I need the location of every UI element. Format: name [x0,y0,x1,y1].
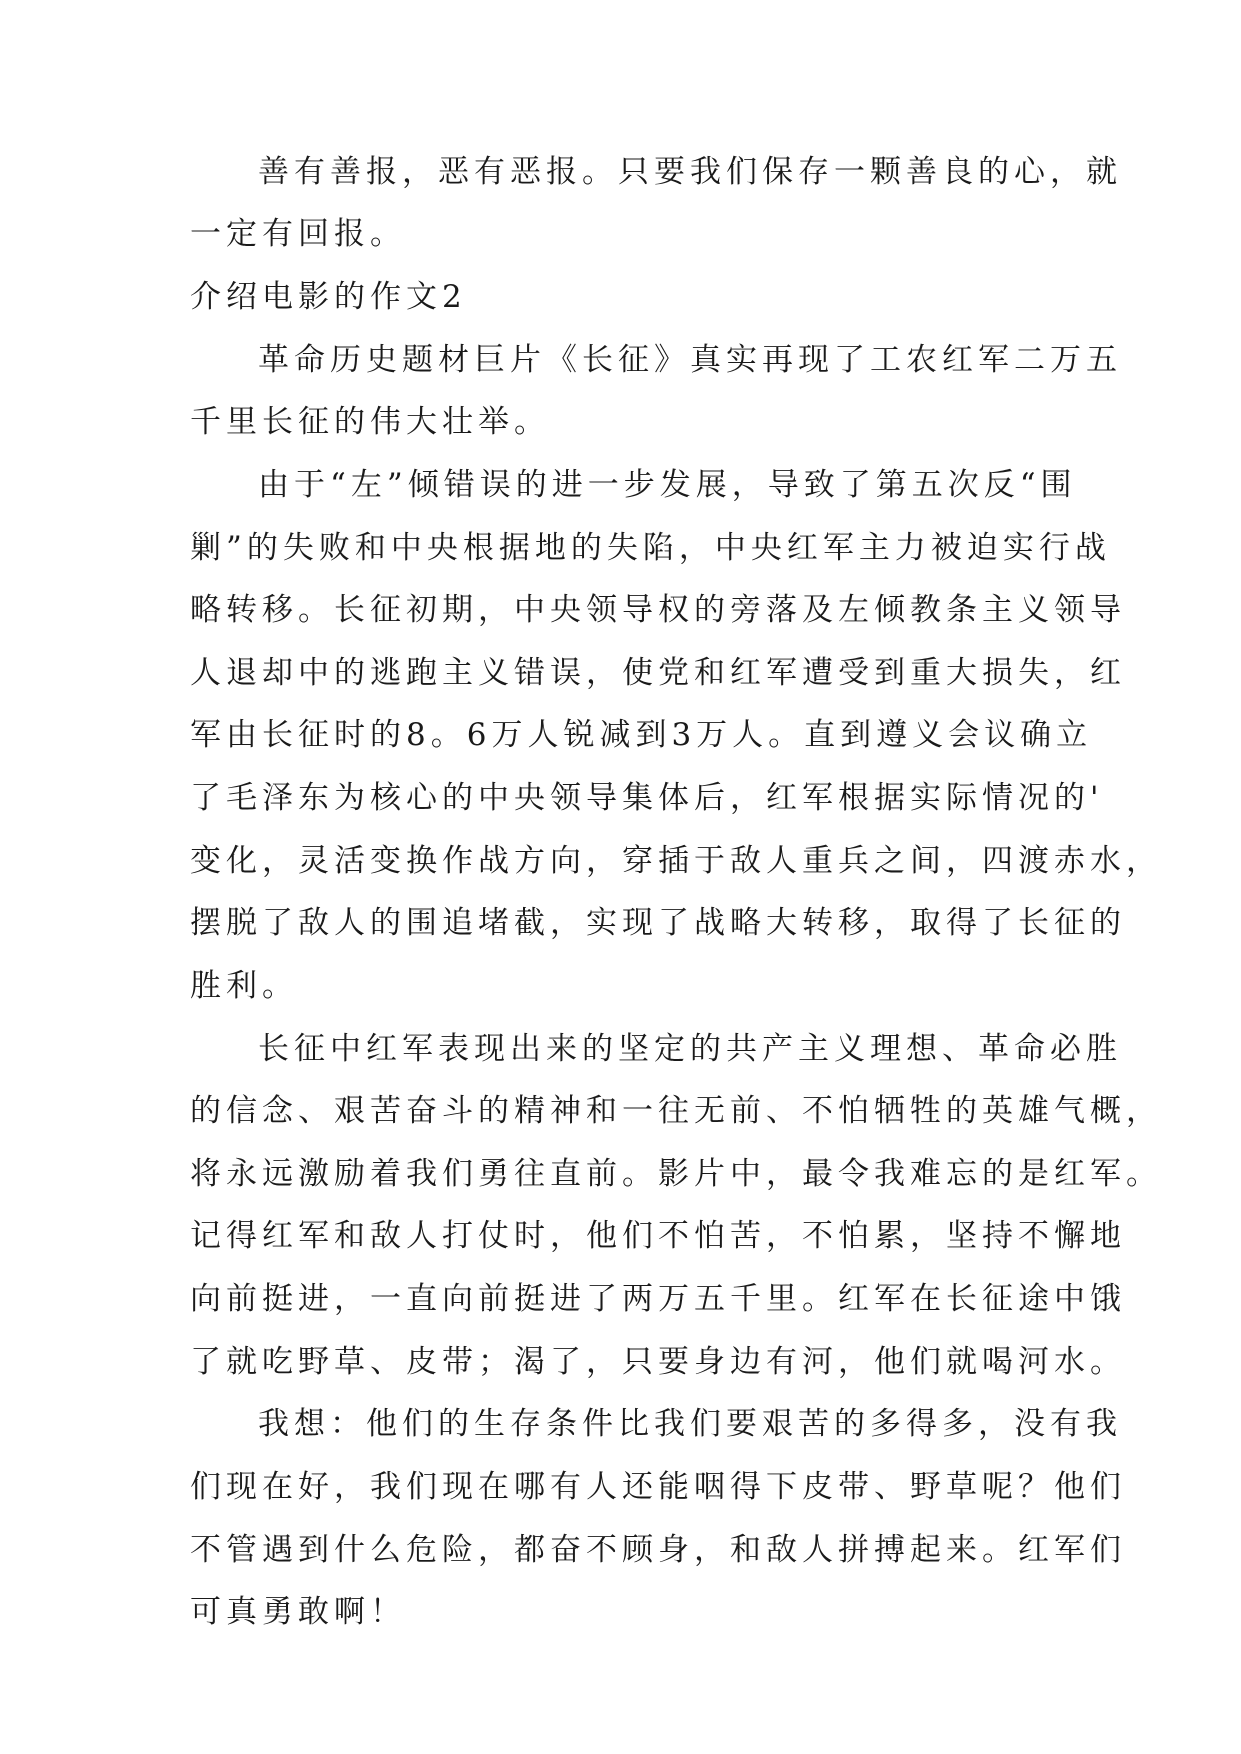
paragraph-5-line-3: 不管遇到什么危险，都奋不顾身，和敌人拼搏起来。红军们 [190,1532,1126,1568]
paragraph-4-line-4: 记得红军和敌人打仗时，他们不怕苦，不怕累，坚持不懈地 [190,1218,1126,1254]
paragraph-4-line-1: 长征中红军表现出来的坚定的共产主义理想、革命必胜 [258,1031,1122,1067]
paragraph-5-line-4: 可真勇敢啊！ [190,1594,406,1630]
paragraph-3-line-9: 胜利。 [190,968,298,1004]
paragraph-3-line-5: 军由长征时的8。6万人锐减到3万人。直到遵义会议确立 [190,717,1093,753]
paragraph-3-line-6: 了毛泽东为核心的中央领导集体后，红军根据实际情况的' [190,780,1104,816]
paragraph-5-line-1: 我想：他们的生存条件比我们要艰苦的多得多，没有我 [258,1406,1122,1442]
paragraph-4-line-3: 将永远激励着我们勇往直前。影片中，最令我难忘的是红军。 [190,1156,1162,1192]
paragraph-1-line-2: 一定有回报。 [190,216,406,252]
paragraph-3-line-7: 变化，灵活变换作战方向，穿插于敌人重兵之间，四渡赤水， [190,843,1162,879]
paragraph-2-line-2: 千里长征的伟大壮举。 [190,404,550,440]
paragraph-2-line-1: 革命历史题材巨片《长征》真实再现了工农红军二万五 [258,342,1122,378]
paragraph-1-line-1: 善有善报，恶有恶报。只要我们保存一颗善良的心，就 [258,154,1122,190]
paragraph-5-line-2: 们现在好，我们现在哪有人还能咽得下皮带、野草呢？他们 [190,1469,1126,1505]
paragraph-3-line-8: 摆脱了敌人的围追堵截，实现了战略大转移，取得了长征的 [190,905,1126,941]
paragraph-3-line-1: 由于“左”倾错误的进一步发展，导致了第五次反“围 [258,467,1077,503]
section-heading: 介绍电影的作文2 [190,279,467,315]
paragraph-4-line-6: 了就吃野草、皮带；渴了，只要身边有河，他们就喝河水。 [190,1344,1126,1380]
paragraph-3-line-3: 略转移。长征初期，中央领导权的旁落及左倾教条主义领导 [190,592,1126,628]
paragraph-3-line-4: 人退却中的逃跑主义错误，使党和红军遭受到重大损失，红 [190,655,1126,691]
paragraph-3-line-2: 剿”的失败和中央根据地的失陷，中央红军主力被迫实行战 [190,530,1111,566]
paragraph-4-line-5: 向前挺进，一直向前挺进了两万五千里。红军在长征途中饿 [190,1281,1126,1317]
paragraph-4-line-2: 的信念、艰苦奋斗的精神和一往无前、不怕牺牲的英雄气概， [190,1093,1162,1129]
